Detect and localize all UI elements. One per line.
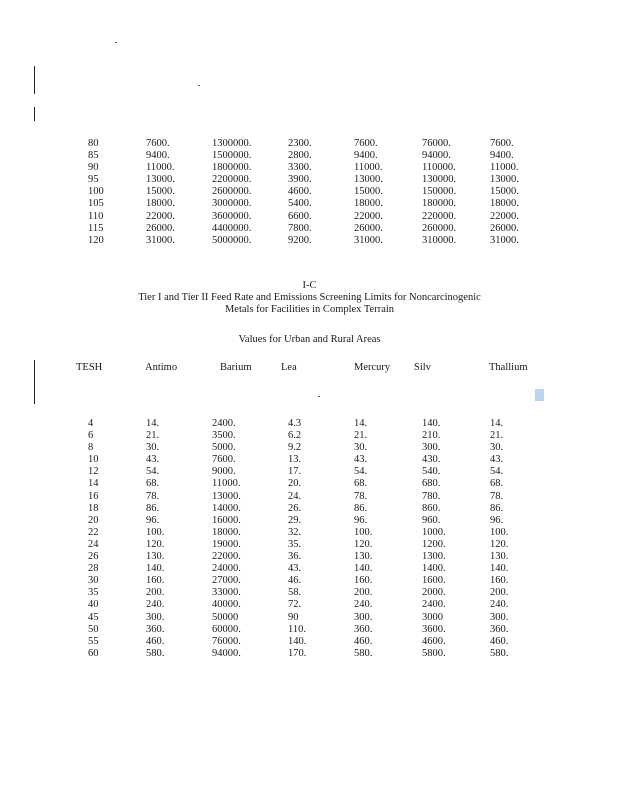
- table-cell: 960.: [422, 514, 441, 526]
- table-row: [88, 563, 550, 575]
- table-cell: 9.2: [288, 442, 302, 454]
- table-cell: 3900.: [288, 174, 312, 186]
- table-cell: 9400.: [146, 150, 170, 162]
- table-row: [88, 478, 550, 490]
- table-cell: 76000.: [212, 635, 241, 647]
- scan-mark-left-2: [34, 107, 35, 121]
- table-cell: 32.: [288, 526, 302, 538]
- table-cell: 460.: [354, 635, 373, 647]
- table-cell: 100.: [354, 526, 373, 538]
- section-title-line-2: Metals for Facilities in Complex Terrain: [224, 304, 395, 315]
- table-cell: 80: [88, 138, 99, 149]
- table-cell: 21.: [146, 430, 160, 442]
- table-cell: 115: [88, 222, 104, 234]
- bottom-data-table: [88, 418, 550, 660]
- table-cell: 130.: [490, 551, 509, 563]
- table-cell: 86.: [146, 502, 160, 514]
- table-cell: 3600.: [422, 623, 446, 635]
- table-cell: 2600000.: [212, 186, 252, 198]
- table-cell: 5000.: [212, 442, 236, 454]
- header-antimony: Antimo: [145, 362, 178, 373]
- table-cell: 220000.: [422, 210, 457, 222]
- table-cell: 14: [88, 478, 99, 490]
- table-cell: 5800.: [422, 647, 446, 659]
- table-cell: 540.: [422, 466, 441, 478]
- table-cell: 430.: [422, 454, 441, 466]
- table-cell: 18000.: [490, 198, 519, 210]
- table-cell: 54.: [490, 466, 504, 478]
- table-cell: 13.: [288, 454, 302, 466]
- table-cell: 9400.: [490, 150, 514, 162]
- table-row: [88, 430, 550, 442]
- section-title-line-1: Tier I and Tier II Feed Rate and Emissions Screening Limits for Noncarcinogenic: [138, 292, 481, 303]
- table-cell: 105: [88, 198, 104, 210]
- table-cell: 12: [88, 466, 99, 478]
- table-cell: 18000.: [212, 526, 241, 538]
- table-cell: 100.: [490, 526, 509, 538]
- table-cell: 200.: [146, 587, 165, 599]
- table-cell: 13000.: [490, 174, 519, 186]
- table-cell: 22000.: [146, 210, 175, 222]
- table-cell: 1200.: [422, 538, 446, 550]
- table-cell: 86.: [490, 502, 504, 514]
- table-cell: 240.: [146, 599, 165, 611]
- table-cell: 160.: [354, 575, 373, 587]
- table-cell: 13000.: [146, 174, 175, 186]
- table-cell: 5400.: [288, 198, 312, 210]
- table-cell: 36.: [288, 551, 302, 563]
- table-cell: 140.: [146, 563, 165, 575]
- table-cell: 14.: [354, 418, 368, 429]
- table-cell: 60: [88, 647, 99, 659]
- table-cell: 100: [88, 186, 104, 198]
- table-cell: 24000.: [212, 563, 241, 575]
- table-cell: 680.: [422, 478, 441, 490]
- table-cell: 1300.: [422, 551, 446, 563]
- table-row: [88, 575, 550, 587]
- table-cell: 78.: [354, 490, 368, 502]
- table-cell: 86.: [354, 502, 368, 514]
- table-cell: 9200.: [288, 234, 312, 246]
- table-cell: 1300000.: [212, 138, 252, 149]
- table-row: [88, 636, 550, 648]
- table-cell: 130.: [354, 551, 373, 563]
- table-cell: 300.: [354, 611, 373, 623]
- table-cell: 28: [88, 563, 99, 575]
- table-cell: 76000.: [422, 138, 451, 149]
- table-cell: 46.: [288, 575, 302, 587]
- table-row: [88, 235, 550, 247]
- table-cell: 26000.: [146, 222, 175, 234]
- table-cell: 140.: [288, 635, 307, 647]
- table-cell: 90: [88, 162, 99, 174]
- table-cell: 3000000.: [212, 198, 252, 210]
- table-cell: 96.: [146, 514, 160, 526]
- table-row: [88, 174, 550, 186]
- table-row: [88, 466, 550, 478]
- table-cell: 3600000.: [212, 210, 252, 222]
- table-cell: 26000.: [490, 222, 519, 234]
- table-cell: 4600.: [288, 186, 312, 198]
- table-cell: 24: [88, 538, 99, 550]
- table-row: [88, 624, 550, 636]
- table-cell: 1800000.: [212, 162, 252, 174]
- table-cell: 26.: [288, 502, 302, 514]
- table-cell: 100.: [146, 526, 165, 538]
- table-cell: 35: [88, 587, 99, 599]
- table-cell: 33000.: [212, 587, 241, 599]
- scan-mark-left-1: [34, 66, 35, 94]
- table-cell: 21.: [354, 430, 368, 442]
- table-cell: 160.: [146, 575, 165, 587]
- top-data-table: [88, 138, 550, 247]
- table-cell: 24.: [288, 490, 302, 502]
- table-row: [88, 612, 550, 624]
- table-row: [88, 599, 550, 611]
- table-cell: 16: [88, 490, 99, 502]
- table-cell: 110: [88, 210, 104, 222]
- table-row: [88, 442, 550, 454]
- table-cell: 120.: [146, 538, 165, 550]
- table-row: [88, 198, 550, 210]
- table-cell: 3000: [422, 611, 443, 623]
- table-cell: 15000.: [146, 186, 175, 198]
- table-cell: 40: [88, 599, 99, 611]
- table-cell: 8: [88, 442, 94, 454]
- table-cell: 31000.: [354, 234, 383, 246]
- table-cell: 11000.: [354, 162, 383, 174]
- table-cell: 43.: [354, 454, 368, 466]
- table-row: [88, 150, 550, 162]
- table-cell: 7600.: [146, 138, 170, 149]
- table-cell: 1000.: [422, 526, 446, 538]
- scan-speck-2: [198, 85, 200, 86]
- table-cell: 170.: [288, 647, 307, 659]
- table-cell: 30.: [354, 442, 368, 454]
- table-cell: 43.: [288, 563, 302, 575]
- table-cell: 1600.: [422, 575, 446, 587]
- table-cell: 85: [88, 150, 99, 162]
- table-cell: 460.: [490, 635, 509, 647]
- table-cell: 120.: [354, 538, 373, 550]
- table-cell: 45: [88, 611, 99, 623]
- table-cell: 43.: [490, 454, 504, 466]
- table-cell: 7600.: [354, 138, 378, 149]
- table-cell: 6.2: [288, 430, 302, 442]
- table-cell: 210.: [422, 430, 441, 442]
- table-cell: 30: [88, 575, 99, 587]
- table-cell: 96.: [490, 514, 504, 526]
- table-cell: 31000.: [146, 234, 175, 246]
- table-cell: 11000.: [146, 162, 175, 174]
- table-cell: 140.: [354, 563, 373, 575]
- header-barium: Barium: [220, 362, 252, 373]
- table-cell: 21.: [490, 430, 504, 442]
- table-cell: 6: [88, 430, 94, 442]
- table-row: [88, 551, 550, 563]
- table-cell: 360.: [490, 623, 509, 635]
- table-cell: 17.: [288, 466, 302, 478]
- table-cell: 20.: [288, 478, 302, 490]
- table-cell: 94000.: [212, 647, 241, 659]
- table-cell: 860.: [422, 502, 441, 514]
- table-row: [88, 211, 550, 223]
- table-row: [88, 527, 550, 539]
- table-cell: 2400.: [422, 599, 446, 611]
- table-cell: 1500000.: [212, 150, 252, 162]
- table-cell: 300.: [490, 611, 509, 623]
- table-cell: 4600.: [422, 635, 446, 647]
- table-cell: 580.: [490, 647, 509, 659]
- table-cell: 2300.: [288, 138, 312, 149]
- table-cell: 40000.: [212, 599, 241, 611]
- table-cell: 7800.: [288, 222, 312, 234]
- table-cell: 10: [88, 454, 99, 466]
- table-row: [88, 162, 550, 174]
- table-cell: 35.: [288, 538, 302, 550]
- table-cell: 43.: [146, 454, 160, 466]
- table-cell: 7600.: [212, 454, 236, 466]
- table-cell: 2000.: [422, 587, 446, 599]
- table-cell: 2400.: [212, 418, 236, 429]
- table-cell: 2200000.: [212, 174, 252, 186]
- table-cell: 11000.: [212, 478, 241, 490]
- table-cell: 68.: [146, 478, 160, 490]
- table-cell: 18000.: [354, 198, 383, 210]
- table-cell: 580.: [146, 647, 165, 659]
- table-cell: 68.: [490, 478, 504, 490]
- table-row: [88, 454, 550, 466]
- table-cell: 3500.: [212, 430, 236, 442]
- table-cell: 18: [88, 502, 99, 514]
- table-row: [88, 223, 550, 235]
- table-cell: 5000000.: [212, 234, 252, 246]
- table-cell: 9000.: [212, 466, 236, 478]
- table-cell: 15000.: [490, 186, 519, 198]
- table-row: [88, 648, 550, 660]
- table-cell: 26000.: [354, 222, 383, 234]
- table-cell: 50000: [212, 611, 239, 623]
- table-cell: 1400.: [422, 563, 446, 575]
- table-cell: 78.: [146, 490, 160, 502]
- table-cell: 54.: [146, 466, 160, 478]
- table-cell: 120.: [490, 538, 509, 550]
- table-row: [88, 587, 550, 599]
- table-cell: 260000.: [422, 222, 457, 234]
- table-cell: 200.: [490, 587, 509, 599]
- table-cell: 22: [88, 526, 99, 538]
- table-row: [88, 503, 550, 515]
- section-subtitle: Values for Urban and Rural Areas: [238, 334, 381, 345]
- table-cell: 140.: [422, 418, 441, 429]
- table-cell: 4.3: [288, 418, 302, 429]
- table-row: [88, 186, 550, 198]
- table-cell: 27000.: [212, 575, 241, 587]
- table-row: [88, 515, 550, 527]
- table-cell: 14000.: [212, 502, 241, 514]
- table-cell: 15000.: [354, 186, 383, 198]
- table-cell: 60000.: [212, 623, 241, 635]
- table-cell: 20: [88, 514, 99, 526]
- table-cell: 2800.: [288, 150, 312, 162]
- table-cell: 6600.: [288, 210, 312, 222]
- table-cell: 13000.: [354, 174, 383, 186]
- table-cell: 200.: [354, 587, 373, 599]
- table-cell: 4400000.: [212, 222, 252, 234]
- table-cell: 54.: [354, 466, 368, 478]
- table-cell: 94000.: [422, 150, 451, 162]
- table-cell: 22000.: [490, 210, 519, 222]
- table-cell: 78.: [490, 490, 504, 502]
- table-cell: 300.: [146, 611, 165, 623]
- table-cell: 300.: [422, 442, 441, 454]
- table-cell: 90: [288, 611, 299, 623]
- table-cell: 14.: [146, 418, 160, 429]
- table-cell: 240.: [490, 599, 509, 611]
- header-silver: Silv: [414, 362, 431, 373]
- table-cell: 780.: [422, 490, 441, 502]
- table-cell: 110000.: [422, 162, 456, 174]
- table-cell: 55: [88, 635, 99, 647]
- header-mercury: Mercury: [354, 362, 391, 373]
- table-cell: 58.: [288, 587, 302, 599]
- table-row: [88, 418, 550, 430]
- scroll-marker: [535, 389, 544, 401]
- table-cell: 360.: [354, 623, 373, 635]
- table-cell: 68.: [354, 478, 368, 490]
- table-cell: 16000.: [212, 514, 241, 526]
- table-cell: 130.: [146, 551, 165, 563]
- scan-speck-1: [115, 42, 117, 43]
- scan-speck-3: [318, 396, 320, 397]
- header-thallium: Thallium: [489, 362, 528, 373]
- table-cell: 130000.: [422, 174, 457, 186]
- column-headers: [0, 362, 619, 376]
- table-row: [88, 491, 550, 503]
- table-cell: 19000.: [212, 538, 241, 550]
- table-row: [88, 539, 550, 551]
- table-cell: 31000.: [490, 234, 519, 246]
- table-cell: 95: [88, 174, 99, 186]
- table-cell: 150000.: [422, 186, 457, 198]
- table-cell: 180000.: [422, 198, 457, 210]
- table-cell: 120: [88, 234, 104, 246]
- table-cell: 30.: [490, 442, 504, 454]
- section-label: I-C: [302, 280, 317, 291]
- table-cell: 240.: [354, 599, 373, 611]
- table-cell: 580.: [354, 647, 373, 659]
- table-cell: 50: [88, 623, 99, 635]
- header-tesh: TESH: [76, 362, 103, 373]
- table-cell: 11000.: [490, 162, 519, 174]
- table-cell: 160.: [490, 575, 509, 587]
- table-cell: 360.: [146, 623, 165, 635]
- table-cell: 26: [88, 551, 99, 563]
- table-cell: 13000.: [212, 490, 241, 502]
- table-cell: 4: [88, 418, 94, 429]
- table-cell: 110.: [288, 623, 306, 635]
- table-cell: 72.: [288, 599, 302, 611]
- table-cell: 18000.: [146, 198, 175, 210]
- table-cell: 460.: [146, 635, 165, 647]
- table-row: [88, 138, 550, 150]
- table-cell: 22000.: [354, 210, 383, 222]
- table-cell: 30.: [146, 442, 160, 454]
- table-cell: 29.: [288, 514, 302, 526]
- table-cell: 96.: [354, 514, 368, 526]
- table-cell: 140.: [490, 563, 509, 575]
- table-cell: 14.: [490, 418, 504, 429]
- table-cell: 7600.: [490, 138, 514, 149]
- table-cell: 310000.: [422, 234, 457, 246]
- table-cell: 22000.: [212, 551, 241, 563]
- header-lead: Lea: [281, 362, 297, 373]
- table-cell: 3300.: [288, 162, 312, 174]
- table-cell: 9400.: [354, 150, 378, 162]
